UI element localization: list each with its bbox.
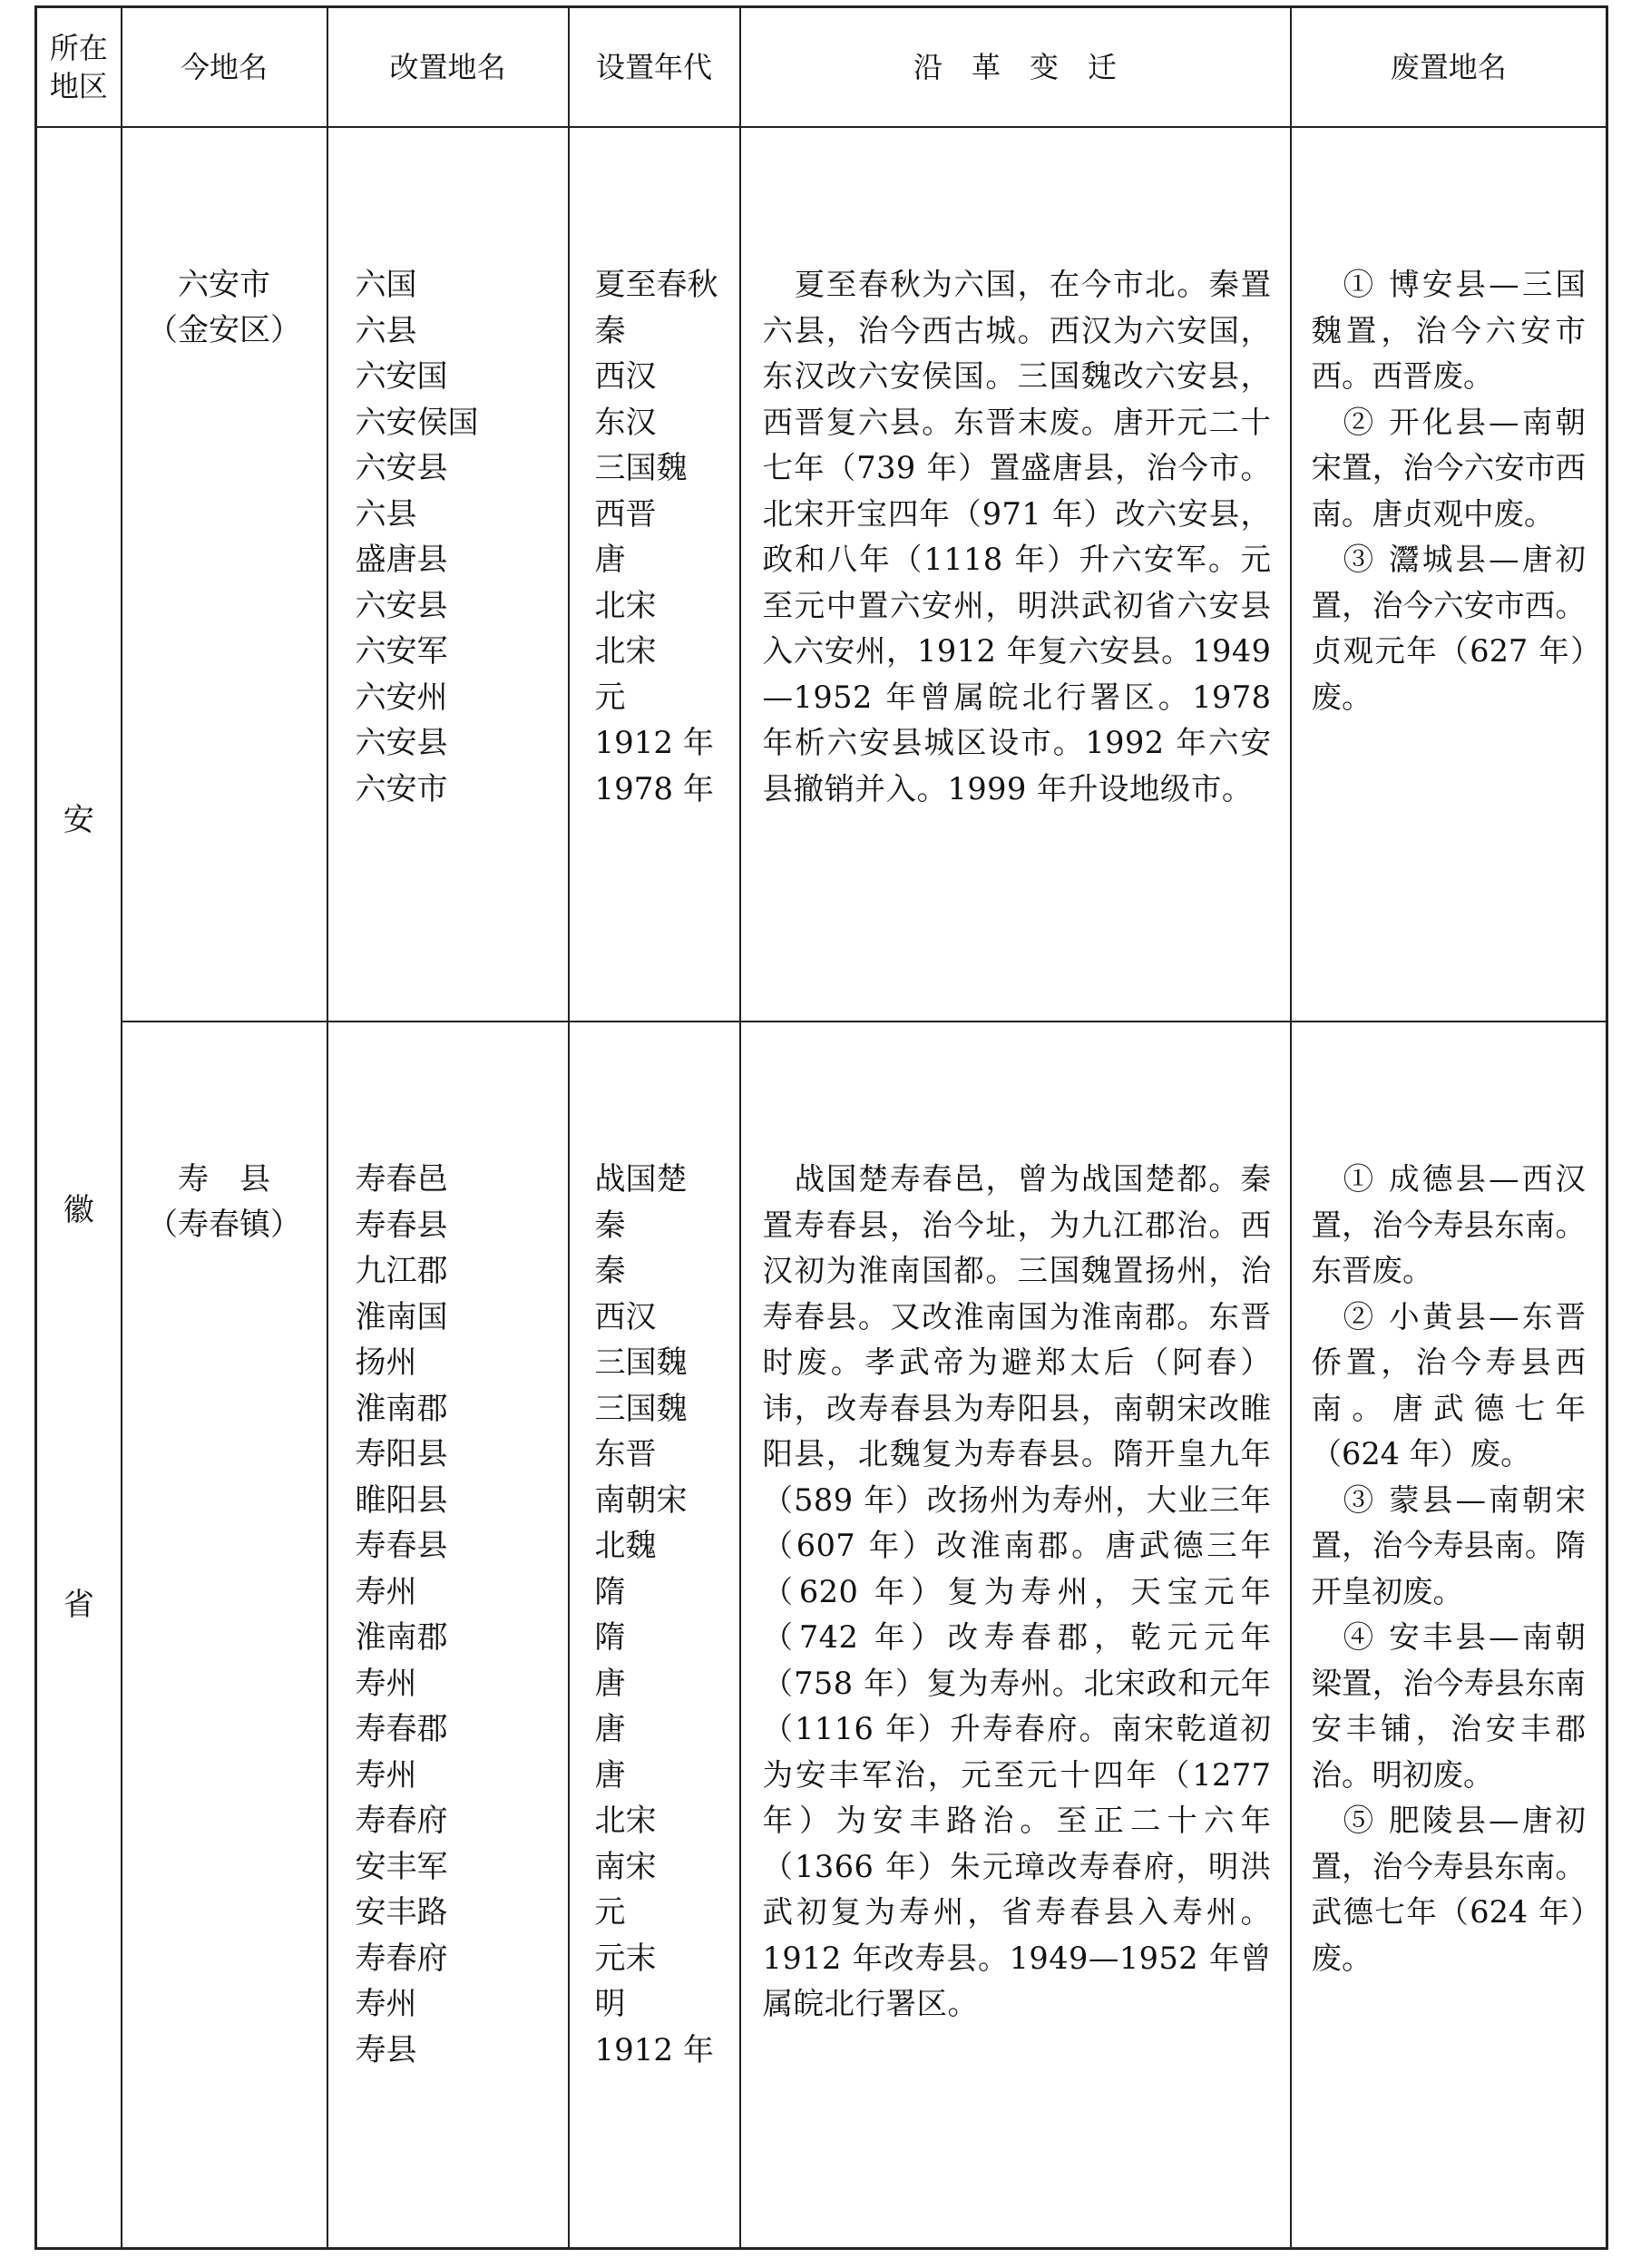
former-name-item: 寿州 (355, 1665, 417, 1702)
abolished-list (1292, 128, 1607, 720)
region-char: 徽 (63, 1192, 94, 1228)
former-name-item: 寿春县 (355, 1207, 448, 1244)
former-name-item: 六安州 (355, 679, 448, 716)
year-item: 西晋 (594, 495, 657, 533)
year-item: 南宋 (594, 1848, 657, 1885)
former-name-item: 六安市 (355, 770, 448, 807)
former-names-cell (327, 1022, 569, 2248)
year-item: 元末 (594, 1940, 657, 1977)
year-item: 隋 (594, 1619, 626, 1657)
former-name-item: 寿县 (355, 2031, 417, 2068)
former-name-item: 扬州 (355, 1344, 417, 1382)
abolished-item: ③ 蒙县—南朝宋置，治今寿县南。隋开皇初废。 (1311, 1481, 1586, 1609)
history-text: 夏至春秋为六国，在今市北。秦置六县，治今西古城。西汉为六安国，东汉改六安侯国。三国魏改六安县，西晋复六县。东晋末废。唐开元二十七年（739 年）置盛唐县，治今市。北宋开宝四年（971 年）改六安县，政和八年（1118 年）升六安军。元至元中置六安州，明洪武初省六安县入六安州，1912 年复六安县。1949—1952 年曾属皖北行署区。1978 年析六安县城区设市。1992 年六安县撤销并入。1999 年升设地级市。 (762, 267, 1272, 807)
former-name-item: 寿春邑 (355, 1161, 448, 1198)
year-item: 夏至春秋 (594, 267, 718, 303)
former-name-item: 安丰军 (355, 1848, 448, 1885)
former-name-item: 六县 (355, 312, 417, 349)
former-name-item: 六安侯国 (355, 404, 479, 441)
abolished-item: ③ 灊城县—唐初置，治今六安市西。贞观元年（627 年）废。 (1311, 542, 1586, 715)
years-cell (569, 1022, 740, 2248)
year-item: 北宋 (594, 633, 657, 670)
modern-name-cell (122, 127, 327, 1022)
former-name-item: 寿阳县 (355, 1436, 448, 1473)
year-item: 唐 (594, 1711, 626, 1748)
former-name-item: 寿春郡 (355, 1711, 448, 1748)
abolished-item: ② 小黄县—东晋侨置，治今寿县西南。唐武德七年（624 年）废。 (1311, 1298, 1586, 1472)
year-item: 1978 年 (594, 770, 714, 807)
table-row-luan (36, 127, 1607, 1022)
year-item: 隋 (594, 1573, 626, 1610)
year-item: 唐 (594, 1756, 626, 1794)
year-item: 唐 (594, 1665, 626, 1702)
region-char: 省 (63, 1587, 94, 1623)
former-name-item: 六安军 (355, 633, 448, 670)
abolished-item: ② 开化县—南朝宋置，治今六安市西南。唐贞观中废。 (1311, 404, 1586, 532)
header-modern-name: 今地名 (122, 7, 327, 128)
year-item: 西汉 (594, 358, 657, 395)
header-history: 沿 革 变 迁 (740, 7, 1291, 128)
region-char: 安 (63, 802, 94, 838)
year-item: 三国魏 (594, 1344, 688, 1382)
history-cell (740, 127, 1291, 1022)
header-years: 设置年代 (569, 7, 740, 128)
abolished-item: ① 成德县—西汉置，治今寿县东南。东晋废。 (1311, 1161, 1586, 1289)
former-name-item: 盛唐县 (355, 542, 448, 578)
former-names-list (328, 128, 568, 812)
former-name-item: 六安国 (355, 358, 448, 395)
history-cell (740, 1022, 1291, 2248)
modern-name: 六安市 (178, 267, 270, 303)
year-item: 元 (594, 679, 626, 716)
region-cell (36, 127, 122, 2249)
former-name-item: 淮南郡 (355, 1390, 448, 1427)
abolished-list (1292, 1022, 1607, 1981)
gazetteer-table (34, 5, 1608, 2250)
former-name-item: 六安县 (355, 725, 448, 761)
header-region: 所在 地区 (36, 7, 122, 128)
former-name-item: 安丰路 (355, 1894, 448, 1931)
header-former-names: 改置地名 (327, 7, 569, 128)
year-item: 战国楚 (594, 1161, 688, 1198)
abolished-item: ④ 安丰县—南朝梁置，治今寿县东南安丰铺，治安丰郡治。明初废。 (1311, 1619, 1586, 1793)
modern-name-cell (122, 1022, 327, 2248)
modern-name: 寿 县 (178, 1161, 270, 1198)
header-row (36, 7, 1607, 128)
years-list (570, 1022, 739, 2073)
year-item: 三国魏 (594, 450, 688, 486)
modern-name-seat: （寿春镇） (147, 1207, 301, 1244)
year-item: 1912 年 (594, 2031, 714, 2068)
year-item: 秦 (594, 312, 626, 349)
abolished-cell (1291, 127, 1607, 1022)
abolished-item: ① 博安县—三国魏置，治今六安市西。西晋废。 (1311, 267, 1586, 394)
abolished-item: ⑤ 肥陵县—唐初置，治今寿县东南。武德七年（624 年）废。 (1311, 1803, 1586, 1976)
year-item: 东晋 (594, 1436, 657, 1473)
modern-name-seat: （金安区） (147, 312, 301, 348)
year-item: 三国魏 (594, 1390, 688, 1427)
former-name-item: 九江郡 (355, 1253, 448, 1290)
former-name-item: 寿州 (355, 1986, 417, 2023)
year-item: 北宋 (594, 587, 657, 624)
former-name-item: 寿春县 (355, 1528, 448, 1565)
year-item: 东汉 (594, 404, 657, 441)
year-item: 北魏 (594, 1528, 657, 1565)
year-item: 西汉 (594, 1298, 657, 1335)
former-name-item: 六安县 (355, 587, 448, 624)
year-item: 1912 年 (594, 725, 714, 761)
table-row-shouxian (36, 1022, 1607, 2248)
year-item: 明 (594, 1986, 626, 2023)
former-name-item: 六安县 (355, 450, 448, 486)
former-name-item: 淮南国 (355, 1298, 448, 1335)
former-names-list (328, 1022, 568, 2073)
history-text: 战国楚寿春邑，曾为战国楚都。秦置寿春县，治今址，为九江郡治。西汉初为淮南国都。三国魏置扬州，治寿春县。又改淮南国为淮南郡。东晋时废。孝武帝为避郑太后（阿春）讳，改寿春县为寿阳县，南朝宋改睢阳县，北魏复为寿春县。隋开皇九年（589 年）改扬州为寿州，大业三年（607 年）改淮南郡。唐武德三年（620 年）复为寿州，天宝元年（742 年）改寿春郡，乾元元年（758 年）复为寿州。北宋政和元年（1116 年）升寿春府。南宋乾道初为安丰军治，元至元十四年（1277 年）为安丰路治。至正二十六年（1366 年）朱元璋改寿春府，明洪武初复为寿州，省寿春县入寿州。1912 年改寿县。1949—1952 年曾属皖北行署区。 (762, 1161, 1272, 2022)
former-name-item: 六国 (355, 267, 417, 303)
former-name-item: 寿春府 (355, 1803, 448, 1840)
former-name-item: 睢阳县 (355, 1481, 448, 1519)
years-list (570, 128, 739, 812)
header-abolished: 废置地名 (1291, 7, 1607, 128)
year-item: 元 (594, 1894, 626, 1931)
former-names-cell (327, 127, 569, 1022)
year-item: 北宋 (594, 1803, 657, 1840)
former-name-item: 淮南郡 (355, 1619, 448, 1657)
former-name-item: 寿州 (355, 1756, 417, 1794)
year-item: 唐 (594, 542, 626, 578)
years-cell (569, 127, 740, 1022)
former-name-item: 寿州 (355, 1573, 417, 1610)
year-item: 南朝宋 (594, 1481, 688, 1519)
year-item: 秦 (594, 1253, 626, 1290)
former-name-item: 六县 (355, 495, 417, 533)
former-name-item: 寿春府 (355, 1940, 448, 1977)
abolished-cell (1291, 1022, 1607, 2248)
year-item: 秦 (594, 1207, 626, 1244)
